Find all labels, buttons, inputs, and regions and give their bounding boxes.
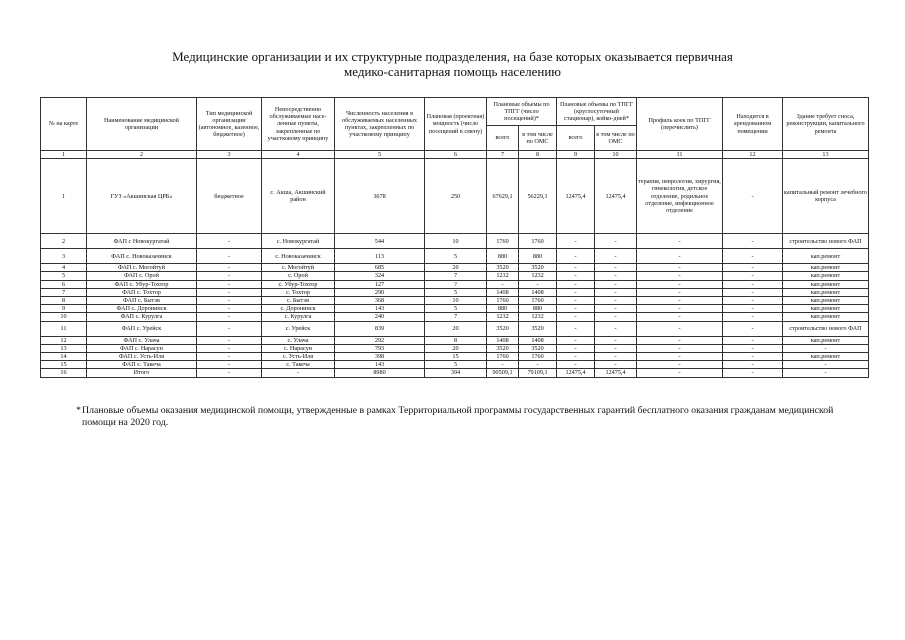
table-cell-c13: - [783, 344, 869, 352]
table-cell-c7: 1408 [487, 288, 519, 296]
table-cell-c3: - [197, 288, 262, 296]
header-num: № на карте [41, 98, 87, 151]
table-cell-c1: 10 [41, 313, 87, 321]
table-cell-c4: с. Такеча [262, 361, 335, 369]
header-repair: Здание требует сноса, реконструкции, капитального ремонта [783, 98, 869, 151]
table-cell-c9: - [557, 313, 595, 321]
table-cell-c5: 398 [335, 353, 425, 361]
table-cell-c8: 880 [519, 249, 557, 264]
table-cell-c10: - [595, 297, 637, 305]
table-cell-c3: бюджетное [197, 159, 262, 234]
footnote-star: * [76, 405, 81, 416]
table-cell-c6: 8 [425, 336, 487, 344]
table-row [41, 361, 869, 369]
table-cell-c13: кап.ремонт [783, 297, 869, 305]
table-cell-c4: с. Новокургатай [262, 234, 335, 249]
table-cell-c1: 5 [41, 272, 87, 280]
table-cell-c13: - [783, 361, 869, 369]
table-cell-c11: терапия, неврология, хирургия, гинекология, детское отделение, родильное отделение, инфекционное отделение [637, 159, 723, 234]
table-cell-c13: кап.ремонт [783, 272, 869, 280]
table-cell-c11: - [637, 344, 723, 352]
table-cell-c12: - [723, 313, 783, 321]
header-ptg-oms: в том числе по ОМС [519, 126, 557, 151]
table-cell-c10: - [595, 321, 637, 336]
table-cell-c8: 1232 [519, 272, 557, 280]
table-cell-c4: с. Убур-Тохтор [262, 280, 335, 288]
table-cell-c4: с. Курулга [262, 313, 335, 321]
table-cell-c8: 1760 [519, 234, 557, 249]
table-cell-c10: - [595, 288, 637, 296]
table-cell-c3: - [197, 353, 262, 361]
table-cell-c12: - [723, 336, 783, 344]
table-cell-c6: 7 [425, 272, 487, 280]
table-cell-c13: кап.ремонт [783, 264, 869, 272]
table-cell-c11: - [637, 297, 723, 305]
table-cell-c12: - [723, 264, 783, 272]
table-cell-c3: - [197, 234, 262, 249]
table-cell-c6: 5 [425, 361, 487, 369]
table-cell-c12: - [723, 234, 783, 249]
header-profile: Профиль коек по ТПГГ (перечислить) [637, 98, 723, 151]
table-cell-c4: с. Могойтуй [262, 264, 335, 272]
table-cell-c9: 12475,4 [557, 369, 595, 377]
table-cell-c1: 16 [41, 369, 87, 377]
table-cell-c7: 1232 [487, 313, 519, 321]
table-cell-c4: - [262, 369, 335, 377]
table-cell-c13: кап.ремонт [783, 305, 869, 313]
table-cell-c11: - [637, 234, 723, 249]
table-cell-c9: - [557, 344, 595, 352]
header-rented: Находится в арендованном помещении [723, 98, 783, 151]
table-cell-c13: кап.ремонт [783, 249, 869, 264]
title-line-1: Медицинские организации и их структурные подразделения, на базе которых оказывается первичная [172, 49, 733, 64]
table-row [41, 249, 869, 264]
col-number: 8 [519, 151, 557, 159]
table-cell-c3: - [197, 361, 262, 369]
table-cell-c7: - [487, 361, 519, 369]
table-cell-c7: 3520 [487, 264, 519, 272]
header-hosp-group: Плановые объемы по ТПГГ (круглосуточный стационар), койко-дней* [557, 98, 637, 126]
table-cell-c12: - [723, 288, 783, 296]
table-cell-c9: - [557, 305, 595, 313]
title-line-2: медико-санитарная помощь населению [344, 64, 561, 79]
table-cell-c8: 56229,1 [519, 159, 557, 234]
table-cell-c7: 1760 [487, 234, 519, 249]
table-cell-c12: - [723, 369, 783, 377]
table-cell-c9: - [557, 353, 595, 361]
document-title [60, 49, 845, 79]
table-row [41, 272, 869, 280]
table-cell-c11: - [637, 321, 723, 336]
table-cell-c4: с. Нарасун [262, 344, 335, 352]
table-row [41, 280, 869, 288]
table-cell-c8: 1408 [519, 288, 557, 296]
table-cell-c3: - [197, 369, 262, 377]
col-number: 6 [425, 151, 487, 159]
table-cell-c1: 12 [41, 336, 87, 344]
table-cell-c1: 8 [41, 297, 87, 305]
table-cell-c5: 240 [335, 313, 425, 321]
table-cell-c12: - [723, 321, 783, 336]
table-cell-c13: кап.ремонт [783, 280, 869, 288]
table-cell-c9: - [557, 280, 595, 288]
table-cell-c8: 880 [519, 305, 557, 313]
table-cell-c9: - [557, 272, 595, 280]
table-cell-c8: 1408 [519, 336, 557, 344]
table-cell-c8: 3520 [519, 321, 557, 336]
table-cell-c12: - [723, 249, 783, 264]
table-cell-c6: 20 [425, 264, 487, 272]
table-cell-c12: - [723, 344, 783, 352]
table-cell-c6: 15 [425, 353, 487, 361]
table-cell-c2: ФАП с. Орой [87, 272, 197, 280]
table-row [41, 264, 869, 272]
table-cell-c7: 880 [487, 305, 519, 313]
table-cell-c2: ФАП с. Бытэв [87, 297, 197, 305]
table-cell-c9: - [557, 361, 595, 369]
table-cell-c10: - [595, 353, 637, 361]
header-hosp-total: всего [557, 126, 595, 151]
table-cell-c4: с. Акша, Акшинский район [262, 159, 335, 234]
table-cell-c7: 3520 [487, 321, 519, 336]
table-cell-c3: - [197, 264, 262, 272]
table-cell-c11: - [637, 272, 723, 280]
table-cell-c3: - [197, 344, 262, 352]
table-cell-c5: 113 [335, 249, 425, 264]
table-cell-c2: ГУЗ «Акшинская ЦРБ» [87, 159, 197, 234]
table-cell-c1: 1 [41, 159, 87, 234]
table-cell-c3: - [197, 249, 262, 264]
table-cell-c4: с. Тохтор [262, 288, 335, 296]
col-number: 4 [262, 151, 335, 159]
table-cell-c8: 79109,1 [519, 369, 557, 377]
table-cell-c2: ФАП с. Урейск [87, 321, 197, 336]
table-cell-c9: - [557, 288, 595, 296]
table-cell-c9: - [557, 336, 595, 344]
table-cell-c10: - [595, 234, 637, 249]
table-cell-c7: 880 [487, 249, 519, 264]
table-cell-c7: - [487, 280, 519, 288]
table-cell-c9: - [557, 321, 595, 336]
table-cell-c10: - [595, 280, 637, 288]
table-cell-c9: - [557, 249, 595, 264]
table-cell-c9: - [557, 264, 595, 272]
table-cell-c1: 3 [41, 249, 87, 264]
col-number: 7 [487, 151, 519, 159]
table-cell-c2: ФАП с. Усть-Иля [87, 353, 197, 361]
table-cell-c6: 20 [425, 321, 487, 336]
table-cell-c13: кап.ремонт [783, 313, 869, 321]
table-cell-c11: - [637, 280, 723, 288]
table-cell-c10: - [595, 264, 637, 272]
table-cell-c6: 5 [425, 288, 487, 296]
table-row [41, 344, 869, 352]
table-cell-c2: ФАП с Новокургатай [87, 234, 197, 249]
col-number: 13 [783, 151, 869, 159]
table-cell-c12: - [723, 361, 783, 369]
table-cell-c6: 250 [425, 159, 487, 234]
table-cell-c5: 8980 [335, 369, 425, 377]
table-cell-c12: - [723, 272, 783, 280]
table-cell-c11: - [637, 288, 723, 296]
table-cell-c6: 5 [425, 305, 487, 313]
table-row [41, 159, 869, 234]
table-cell-c8: - [519, 361, 557, 369]
col-number: 10 [595, 151, 637, 159]
table-cell-c1: 13 [41, 344, 87, 352]
col-number: 1 [41, 151, 87, 159]
table-cell-c11: - [637, 369, 723, 377]
header-points: Непосредственно обслуживаемые населенные пункты, закрепленные по участковому принципу [262, 98, 335, 151]
table-cell-c2: ФАП с. Курулга [87, 313, 197, 321]
table-cell-c3: - [197, 280, 262, 288]
table-cell-c8: 3520 [519, 344, 557, 352]
table-cell-c6: 10 [425, 234, 487, 249]
table-cell-c2: Итого [87, 369, 197, 377]
table-row [41, 234, 869, 249]
header-hosp-oms: в том числе по ОМС [595, 126, 637, 151]
table-cell-c1: 6 [41, 280, 87, 288]
header-population: Численность населения в обслуживаемых населенных пунктах, закрепленных по участковому принципу [335, 98, 425, 151]
table-row [41, 313, 869, 321]
header-name: Наименование медицинской организации [87, 98, 197, 151]
table-cell-c7: 1408 [487, 336, 519, 344]
table-cell-c6: 5 [425, 249, 487, 264]
table-cell-c8: - [519, 280, 557, 288]
header-ptg-group: Плановые объемы по ТПГГ (число посещений)* [487, 98, 557, 126]
table-cell-c6: 394 [425, 369, 487, 377]
table-cell-c7: 1232 [487, 272, 519, 280]
table-cell-c2: ФАП с. Улача [87, 336, 197, 344]
table-cell-c10: 12475,4 [595, 369, 637, 377]
col-number: 12 [723, 151, 783, 159]
table-cell-c4: с. Улача [262, 336, 335, 344]
table-cell-c4: с. Новоказачинск [262, 249, 335, 264]
table-cell-c4: с. Усть-Иля [262, 353, 335, 361]
table-cell-c3: - [197, 272, 262, 280]
column-number-row [41, 151, 869, 159]
table-row [41, 288, 869, 296]
table-cell-c13: капитальный ремонт лечебного корпуса [783, 159, 869, 234]
table-cell-c5: 324 [335, 272, 425, 280]
table-row [41, 297, 869, 305]
table-cell-c5: 839 [335, 321, 425, 336]
table-cell-c12: - [723, 305, 783, 313]
table-cell-c8: 1760 [519, 297, 557, 305]
table-cell-c10: - [595, 272, 637, 280]
table-cell-c3: - [197, 297, 262, 305]
table-cell-c5: 292 [335, 336, 425, 344]
table-cell-c6: ? [425, 280, 487, 288]
table-cell-c5: 143 [335, 361, 425, 369]
table-cell-c10: - [595, 344, 637, 352]
table-cell-c7: 1760 [487, 297, 519, 305]
table-cell-c8: 1232 [519, 313, 557, 321]
table-row [41, 336, 869, 344]
table-cell-c5: 143 [335, 305, 425, 313]
table-cell-c11: - [637, 264, 723, 272]
table-cell-c4: с. Бытэв [262, 297, 335, 305]
table-cell-c2: ФАП с. Доронинск [87, 305, 197, 313]
table-cell-c2: ФАП с. Тохтор [87, 288, 197, 296]
table-row [41, 305, 869, 313]
table-cell-c11: - [637, 313, 723, 321]
table-cell-c9: - [557, 297, 595, 305]
table-cell-c9: 12475,4 [557, 159, 595, 234]
table-cell-c7: 1760 [487, 353, 519, 361]
table-cell-c13: строительство нового ФАП [783, 234, 869, 249]
table-cell-c10: - [595, 249, 637, 264]
table-cell-c12: - [723, 353, 783, 361]
table-cell-c10: - [595, 305, 637, 313]
footnote-text: Плановые объемы оказания медицинской помощи, утвержденные в рамках Территориальной программы государственных гарантий бесплатного оказания гражданам медицинской помощи на 2020 год. [82, 405, 834, 428]
table-row [41, 369, 869, 377]
table-cell-c10: - [595, 361, 637, 369]
table-cell-c4: с. Доронинск [262, 305, 335, 313]
table-cell-c2: ФАП с. Могойтуй [87, 264, 197, 272]
table-cell-c1: 7 [41, 288, 87, 296]
table-cell-c12: - [723, 159, 783, 234]
table-cell-c1: 9 [41, 305, 87, 313]
table-cell-c5: 290 [335, 288, 425, 296]
footnote [76, 405, 862, 429]
table-cell-c2: ФАП с. Новоказачинск [87, 249, 197, 264]
facilities-table [40, 97, 869, 378]
table-cell-c11: - [637, 336, 723, 344]
table-cell-c5: 368 [335, 297, 425, 305]
col-number: 9 [557, 151, 595, 159]
table-cell-c2: ФАП с. Такеча [87, 361, 197, 369]
table-cell-c3: - [197, 305, 262, 313]
table-cell-c6: 20 [425, 344, 487, 352]
table-cell-c7: 3520 [487, 344, 519, 352]
table-cell-c1: 4 [41, 264, 87, 272]
table-cell-c13: строительство нового ФАП [783, 321, 869, 336]
table-cell-c2: ФАП с. Убур-Тохтор [87, 280, 197, 288]
table-cell-c5: 544 [335, 234, 425, 249]
table-cell-c1: 2 [41, 234, 87, 249]
table-cell-c13: кап.ремонт [783, 288, 869, 296]
table-cell-c3: - [197, 313, 262, 321]
table-cell-c11: - [637, 361, 723, 369]
col-number: 5 [335, 151, 425, 159]
header-capacity: Плановая (проектная) мощность (число посещений в смену) [425, 98, 487, 151]
table-row [41, 321, 869, 336]
table-row [41, 353, 869, 361]
table-cell-c8: 3520 [519, 264, 557, 272]
table-cell-c4: с. Орой [262, 272, 335, 280]
table-cell-c5: 127 [335, 280, 425, 288]
table-cell-c10: - [595, 313, 637, 321]
table-cell-c10: 12475,4 [595, 159, 637, 234]
col-number: 3 [197, 151, 262, 159]
header-type: Тип медицинской организации (автономное, казенное, бюджетное) [197, 98, 262, 151]
table-cell-c13: - [783, 369, 869, 377]
table-cell-c3: - [197, 336, 262, 344]
table-cell-c7: 67629,1 [487, 159, 519, 234]
table-cell-c1: 14 [41, 353, 87, 361]
col-number: 2 [87, 151, 197, 159]
table-cell-c11: - [637, 249, 723, 264]
table-cell-c3: - [197, 321, 262, 336]
table-cell-c12: - [723, 280, 783, 288]
table-cell-c13: кап.ремонт [783, 336, 869, 344]
table-cell-c5: 3678 [335, 159, 425, 234]
table-cell-c11: - [637, 353, 723, 361]
table-cell-c9: - [557, 234, 595, 249]
table-cell-c13: кап.ремонт [783, 353, 869, 361]
table-cell-c6: 10 [425, 297, 487, 305]
table-cell-c7: 90509,1 [487, 369, 519, 377]
table-cell-c1: 11 [41, 321, 87, 336]
table-cell-c12: - [723, 297, 783, 305]
table-cell-c2: ФАП с. Нарасун [87, 344, 197, 352]
table-cell-c6: 7 [425, 313, 487, 321]
table-cell-c8: 1760 [519, 353, 557, 361]
header-ptg-total: всего [487, 126, 519, 151]
table-cell-c1: 15 [41, 361, 87, 369]
table-cell-c4: с. Урейск [262, 321, 335, 336]
table-cell-c11: - [637, 305, 723, 313]
table-cell-c5: 793 [335, 344, 425, 352]
table-cell-c10: - [595, 336, 637, 344]
table-cell-c5: 685 [335, 264, 425, 272]
col-number: 11 [637, 151, 723, 159]
